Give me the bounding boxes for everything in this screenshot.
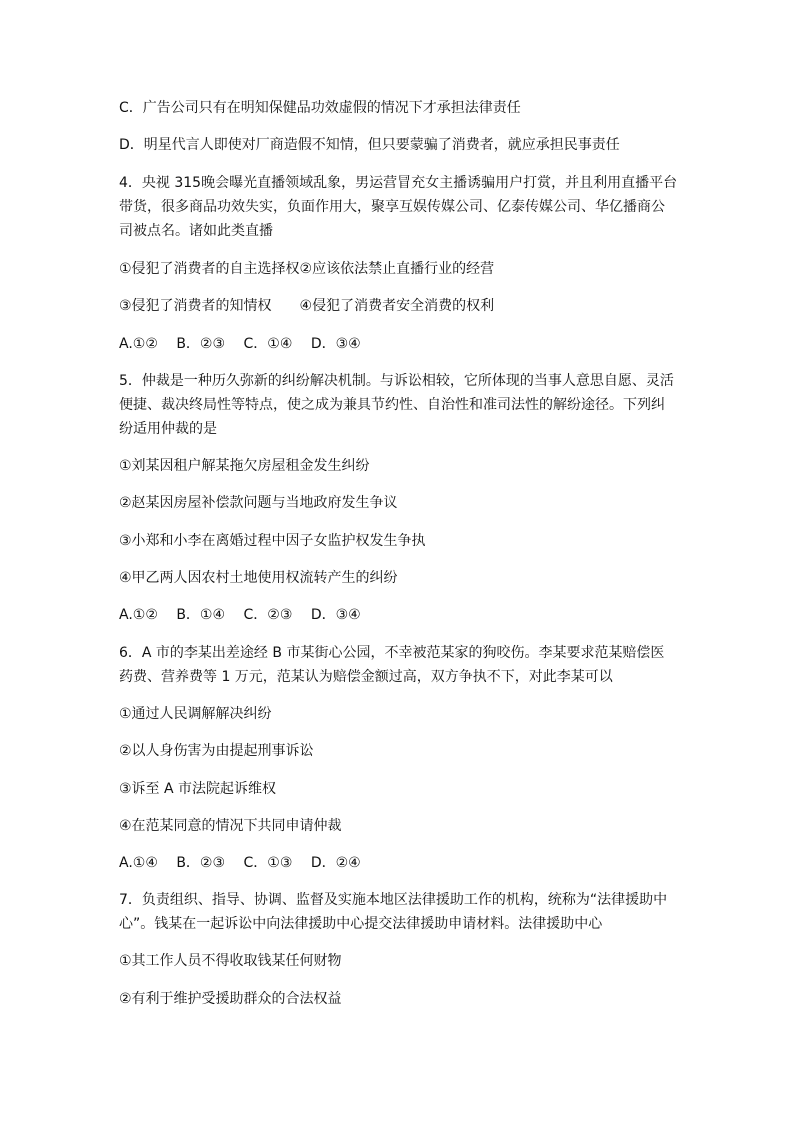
option-c-q3: C．广告公司只有在明知保健品功效虚假的情况下才承担法律责任 — [119, 100, 521, 116]
q6-answer-options: A.①④ B．②③ C．①③ D．②④ — [119, 855, 361, 871]
question-6-line-1: 6．A 市的李某出差途经 B 市某街心公园，不幸被范某家的狗咬伤。李某要求范某赔偿医 — [119, 645, 665, 661]
question-4-line-1: 4．央视 315晚会曝光直播领域乱象，男运营冒充女主播诱骗用户打赏，并且利用直播平台 — [119, 175, 678, 191]
question-5-line-1: 5．仲裁是一种历久弥新的纠纷解决机制。与诉讼相较，它所体现的当事人意思自愿、灵活 — [119, 373, 674, 389]
question-6-line-2: 药费、营养费等 1 万元，范某认为赔偿金额过高，双方争执不下，对此李某可以 — [119, 669, 613, 685]
q4-answer-options: A.①② B．②③ C．①④ D．③④ — [119, 336, 361, 352]
q6-statement-2: ②以人身伤害为由提起刑事诉讼 — [119, 743, 314, 759]
q6-statement-4: ④在范某同意的情况下共同申请仲裁 — [119, 818, 342, 834]
question-7-line-2: 心”。钱某在一起诉讼中向法律援助中心提交法律援助申请材料。法律援助中心 — [119, 916, 603, 932]
q7-statement-2: ②有利于维护受援助群众的合法权益 — [119, 991, 342, 1007]
question-5-line-2: 便捷、裁决终局性等特点，使之成为兼具节约性、自治性和准司法性的解纷途径。下列纠 — [119, 397, 665, 413]
option-d-q3: D．明星代言人即使对厂商造假不知情，但只要蒙骗了消费者，就应承担民事责任 — [119, 137, 620, 153]
q7-statement-1: ①其工作人员不得收取钱某任何财物 — [119, 953, 342, 969]
question-7-line-1: 7．负责组织、指导、协调、监督及实施本地区法律援助工作的机构，统称为“法律援助中 — [119, 892, 668, 908]
question-4-line-2: 带货，很多商品功效失实，负面作用大，聚享互娱传媒公司、亿泰传媒公司、华亿播商公 — [119, 199, 665, 215]
q5-statement-3: ③小郑和小李在离婚过程中因子女监护权发生争执 — [119, 533, 426, 549]
q6-statement-3: ③诉至 A 市法院起诉维权 — [119, 781, 277, 797]
q5-statement-2: ②赵某因房屋补偿款问题与当地政府发生争议 — [119, 495, 398, 511]
question-4-line-3: 司被点名。诸如此类直播 — [119, 223, 273, 239]
q4-statement-3-4: ③侵犯了消费者的知情权 ④侵犯了消费者安全消费的权利 — [119, 298, 495, 314]
q6-statement-1: ①通过人民调解解决纠纷 — [119, 706, 272, 722]
q5-statement-4: ④甲乙两人因农村土地使用权流转产生的纠纷 — [119, 570, 398, 586]
q5-statement-1: ①刘某因租户解某拖欠房屋租金发生纠纷 — [119, 458, 370, 474]
q5-answer-options: A.①② B．①④ C．②③ D．③④ — [119, 607, 361, 623]
question-5-line-3: 纷适用仲裁的是 — [119, 421, 217, 437]
q4-statement-1-2: ①侵犯了消费者的自主选择权②应该依法禁止直播行业的经营 — [119, 261, 495, 277]
